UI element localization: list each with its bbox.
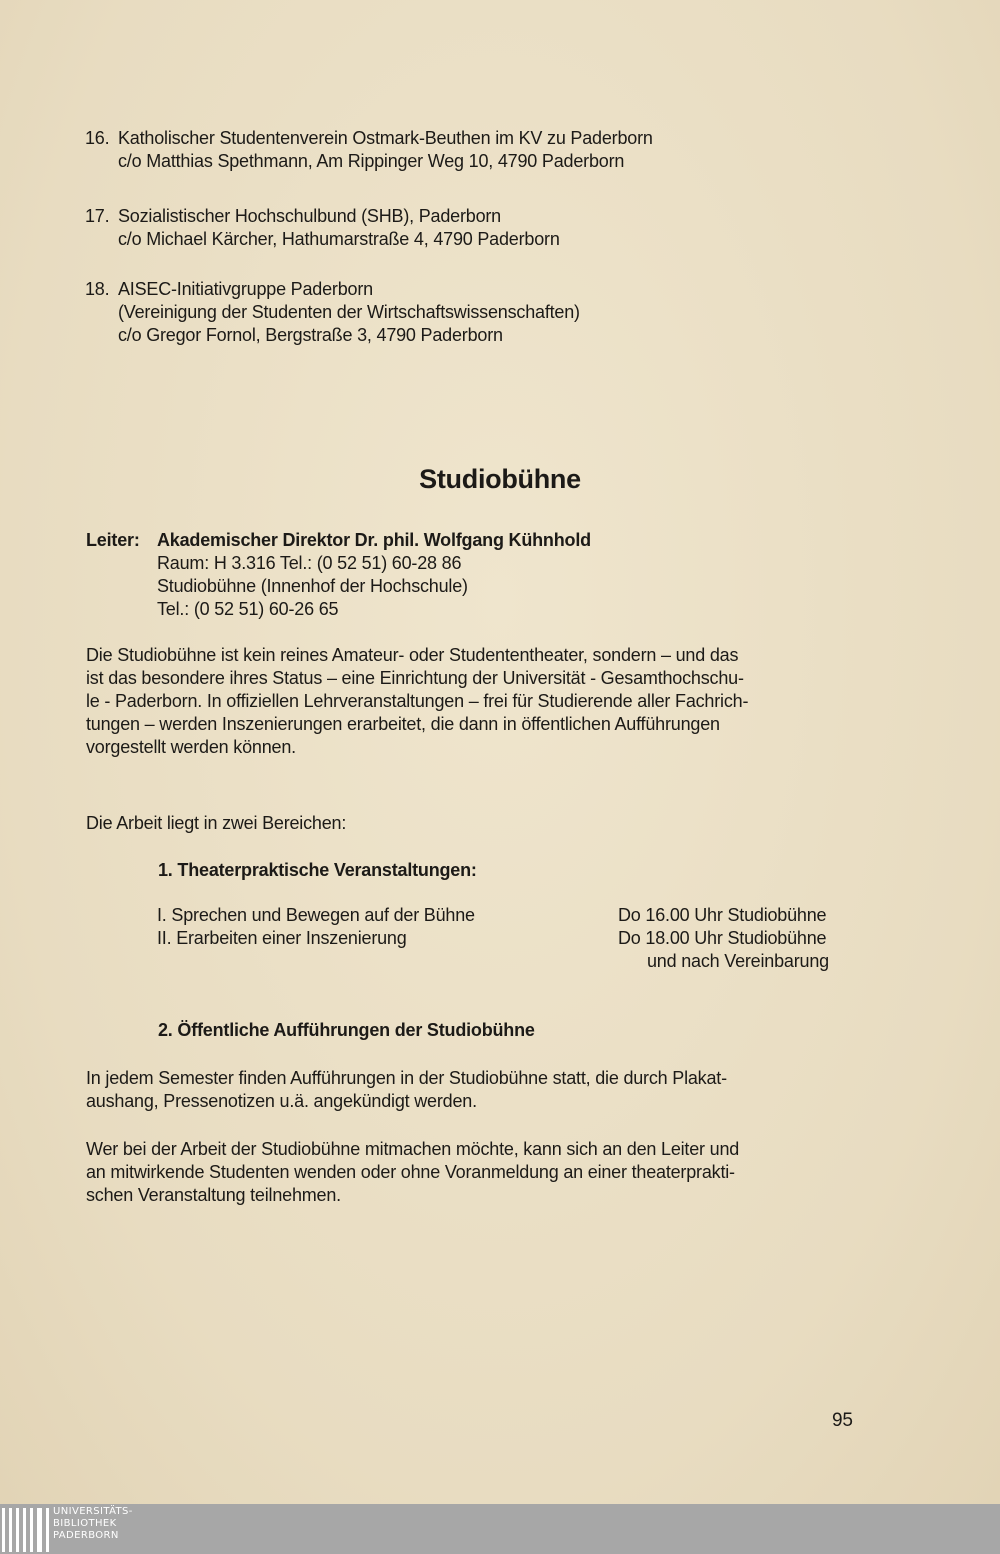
leiter-venue: Studiobühne (Innenhof der Hochschule) [157,576,468,596]
entry-text: Sozialistischer Hochschulbund (SHB), Paderborn c/o Michael Kärcher, Hathumarstraße 4, 4790 Paderborn [118,206,560,249]
area2-paragraph: In jedem Semester finden Aufführungen in der Studiobühne statt, die durch Plakat- aushang, Pressenotizen u.ä. angekündigt werden. [86,1068,727,1111]
leiter-label: Leiter: [86,530,140,550]
leiter-tel: Tel.: (0 52 51) 60-26 65 [157,599,339,619]
area2-heading: 2. Öffentliche Aufführungen der Studiobühne [158,1020,535,1040]
leiter-details [157,529,591,621]
leiter-name: Akademischer Direktor Dr. phil. Wolfgang Kühnhold [157,530,591,550]
area1-heading: 1. Theaterpraktische Veranstaltungen: [158,860,477,880]
closing-paragraph: Wer bei der Arbeit der Studiobühne mitmachen möchte, kann sich an den Leiter und an mitwirkende Studenten wenden oder ohne Voranmeldung an einer theaterprakti- schen Veranstaltung teilnehmen. [86,1139,740,1205]
course-name: I. Sprechen und Bewegen auf der Bühne [157,905,475,925]
entry-number: 16. [85,128,110,148]
page-number: 95 [832,1410,853,1431]
library-footer [0,1504,1000,1554]
areas-intro: Die Arbeit liegt in zwei Bereichen: [86,813,347,833]
entry-text: Katholischer Studentenverein Ostmark-Beuthen im KV zu Paderborn c/o Matthias Spethmann, Am Rippinger Weg 10, 4790 Paderborn [118,128,653,171]
section-title: Studiobühne [419,464,581,494]
entry-text: AISEC-Initiativgruppe Paderborn (Vereinigung der Studenten der Wirtschaftswissenschaften) c/o Gregor Fornol, Bergstraße 3, 4790 Paderborn [118,279,580,345]
course-name: II. Erarbeiten einer Inszenierung [157,928,407,948]
library-name: UNIVERSITÄTS- BIBLIOTHEK PADERBORN [53,1506,133,1541]
intro-paragraph: Die Studiobühne ist kein reines Amateur- oder Studententheater, sondern – und das ist das besondere ihres Status – eine Einrichtung der Universität - Gesamthochschu- le - Paderborn. In offiziellen Lehrveranstaltungen – frei für Studierende aller Fachrich- tungen – werden Inszenierungen erarbeitet, die dann in öffentlichen Aufführungen vorgestellt werden können. [86,645,749,757]
course-extra: und nach Vereinbarung [647,951,829,971]
entry-number: 18. [85,279,110,299]
course-time: Do 16.00 Uhr Studiobühne [618,905,827,925]
entry-number: 17. [85,206,110,226]
leiter-room: Raum: H 3.316 Tel.: (0 52 51) 60-28 86 [157,553,462,573]
library-barcode-logo-icon [2,1508,50,1552]
course-time: Do 18.00 Uhr Studiobühne [618,928,827,948]
